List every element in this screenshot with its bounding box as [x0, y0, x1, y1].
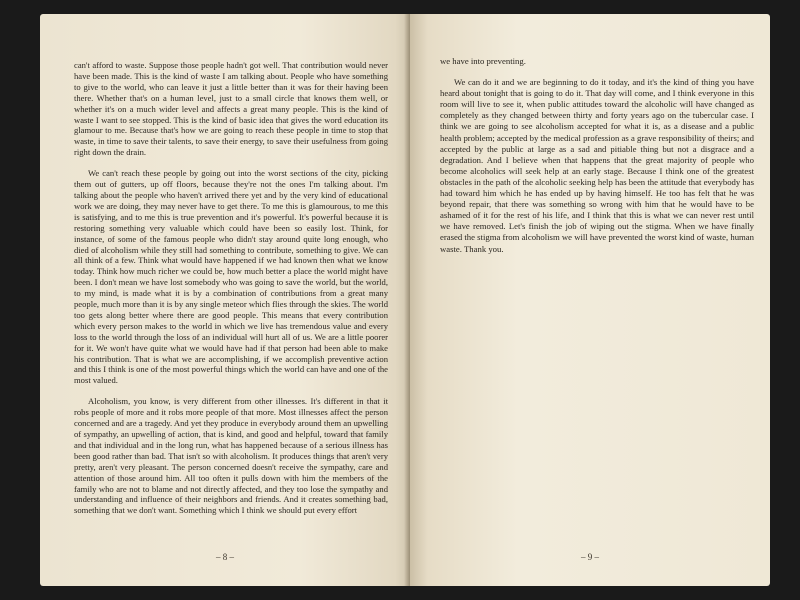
paragraph: Alcoholism, you know, is very different from other illnesses. It's different in that it robs people of more and it robs more people of that more. Most illnesses affect the person concerned and are a tragedy. And yet they produce in everybody around them an upwelling of sympathy, an upwelling of action, that is kind, and good and helpful, toward that family and that individual and in the long run, what has happened because of a serious illness has been good rather than bad. That isn't so with alcoholism. It produces things that aren't very pretty, aren't very pleasant. The person concerned doesn't receive the sympathy, care and attention of those around him. All too often it pulls down with him the members of the family who are not to blame and not directly affected, and they too lose the sympathy and understanding and influence of their neighbors and friends. And it creates something bad, something that we don't want. Something which I think we should put every effort	[74, 396, 388, 516]
paragraph: We can do it and we are beginning to do it today, and it's the kind of thing you have heard about tonight that is going to do it. That day will come, and I think everyone in this room will live to see it, when public attitudes toward the alcoholic will have changed as completely as they changed between thirty and forty years ago on the tubercular case. I think we are going to see alcoholism accepted for what it is, as a disease and a public health problem; accepted by the medical profession as a grave responsibility of theirs; and accepted by the public at large as a sad and pitiable thing but not a disgrace and a degradation. And I believe when that happens that the great majority of people who become alcoholics will seek help at an early stage. Because I think one of the greatest obstacles in the path of the alcoholic seeking help has been the attitude that everybody has had toward him which he has ended up by having himself. He too has felt that he was beyond repair, that there was something so wrong with him that he would have to be ashamed of it for the rest of his life, and I think that this is what we can never rest until we have removed. Let's finish the job of wiping out the stigma. When we have finally erased the stigma from alcoholism we will have prevented the worst kind of waste, human waste. Thank you.	[440, 77, 754, 254]
paragraph: can't afford to waste. Suppose those people hadn't got well. That contribution would never have been made. This is the kind of waste I am talking about. People who have something to give to the world, who can leave it just a little better than it was for their having been there. Whether that's on a human level, just to a small circle that knows them well, or whether it's on a much wider level and affects a great many people. This is the kind of waste I want to see stopped. This is the kind of basic idea that gives the word education its glamour to me. Because that's how we are going to reach these people in time to stop that waste, in time to save their talents, to save their energy, to save their usefulness from going right down the drain.	[74, 60, 388, 158]
booklet-spread	[40, 14, 770, 586]
page-number: – 9 –	[581, 552, 599, 562]
right-page	[410, 14, 770, 586]
page-number: – 8 –	[216, 552, 234, 562]
paragraph: We can't reach these people by going out into the worst sections of the city, picking them out of gutters, up off floors, because they're not the ones I'm talking about. I'm talking about the people who haven't arrived there yet and by the very kind of educational work we are doing, they may never have to get there. To me this is glamourous, to me this is satisfying, and to me this is true prevention and it's powerful. It's powerful because it is restoring something very valuable which could have been so easily lost. Think, for instance, of some of the famous people who didn't stay around quite long enough, who died of alcoholism while they still had something to contribute, something to give. We can all think of a few. Think what would have happened if we had known then what we know today. Think how much richer we could be, how much better a place the world might have been. I don't mean we have lost somebody who was going to save the world, but the world, to my mind, is made what it is by a combination of contributions from a great many people, much more than it is by any single meteor which flies through the skies. The world too gets along better where there are good people. This means that every contribution which every person makes to the world in which we live has tremendous value and every loss to the world through the loss of an individual will hurt all of us. We are a little poorer for it. We won't have quite what we would have had if that person had been able to make his contribution. That is what we are accomplishing, if we accomplish preventive action and this I think is one of the most powerful things which the world can have and one of the most valued.	[74, 168, 388, 386]
left-page	[40, 14, 410, 586]
paragraph: we have into preventing.	[440, 56, 526, 66]
